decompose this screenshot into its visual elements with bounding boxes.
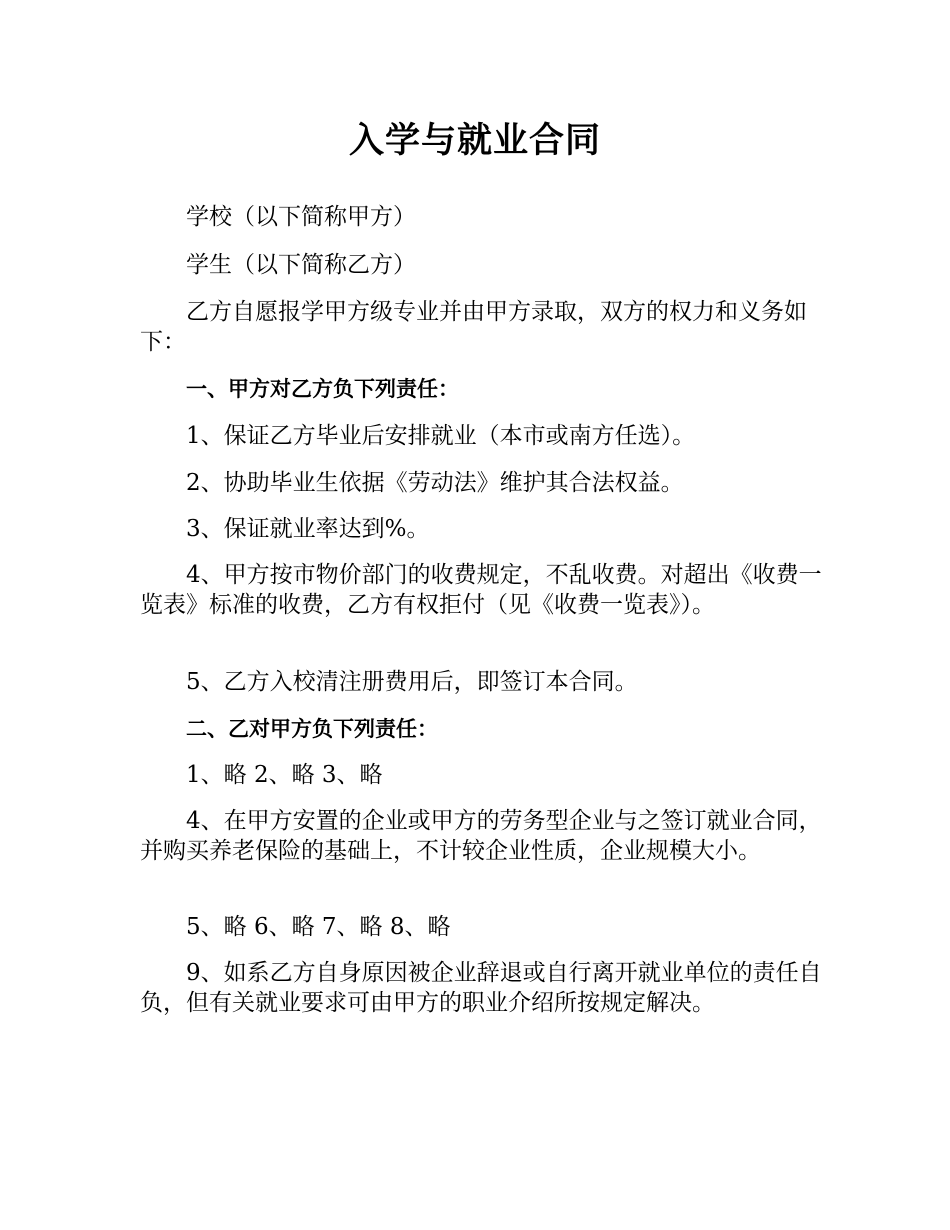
- clause-b-9: 9、如系乙方自身原因被企业辞退或自行离开就业单位的责任自负，但有关就业要求可由甲方的职业介绍所按规定解决。: [140, 960, 822, 1016]
- document-title: 入学与就业合同: [348, 121, 601, 161]
- clause-a-4: 4、甲方按市物价部门的收费规定，不乱收费。对超出《收费一览表》标准的收费，乙方有权拒付（见《收费一览表》）。: [140, 562, 822, 618]
- clause-a-2: 2、协助毕业生依据《劳动法》维护其合法权益。: [186, 470, 684, 496]
- party-a-line: 学校（以下简称甲方）: [186, 204, 416, 230]
- section-heading-party-a: 一、甲方对乙方负下列责任：: [186, 377, 459, 401]
- clause-a-3: 3、保证就业率达到%。: [186, 516, 430, 542]
- intro-paragraph: 乙方自愿报学甲方级专业并由甲方录取，双方的权力和义务如下：: [140, 299, 807, 355]
- clause-b-5-8: 5、略 6、略 7、略 8、略: [186, 914, 451, 940]
- clause-b-1-3: 1、略 2、略 3、略: [186, 762, 383, 788]
- clause-a-5: 5、乙方入校清注册费用后，即签订本合同。: [186, 669, 638, 695]
- section-heading-party-b: 二、乙对甲方负下列责任：: [186, 717, 438, 741]
- clause-a-1: 1、保证乙方毕业后安排就业（本市或南方任选）。: [186, 423, 696, 449]
- clause-b-4: 4、在甲方安置的企业或甲方的劳务型企业与之签订就业合同，并购买养老保险的基础上，不计较企业性质，企业规模大小。: [140, 808, 822, 864]
- party-b-line: 学生（以下简称乙方）: [186, 252, 416, 278]
